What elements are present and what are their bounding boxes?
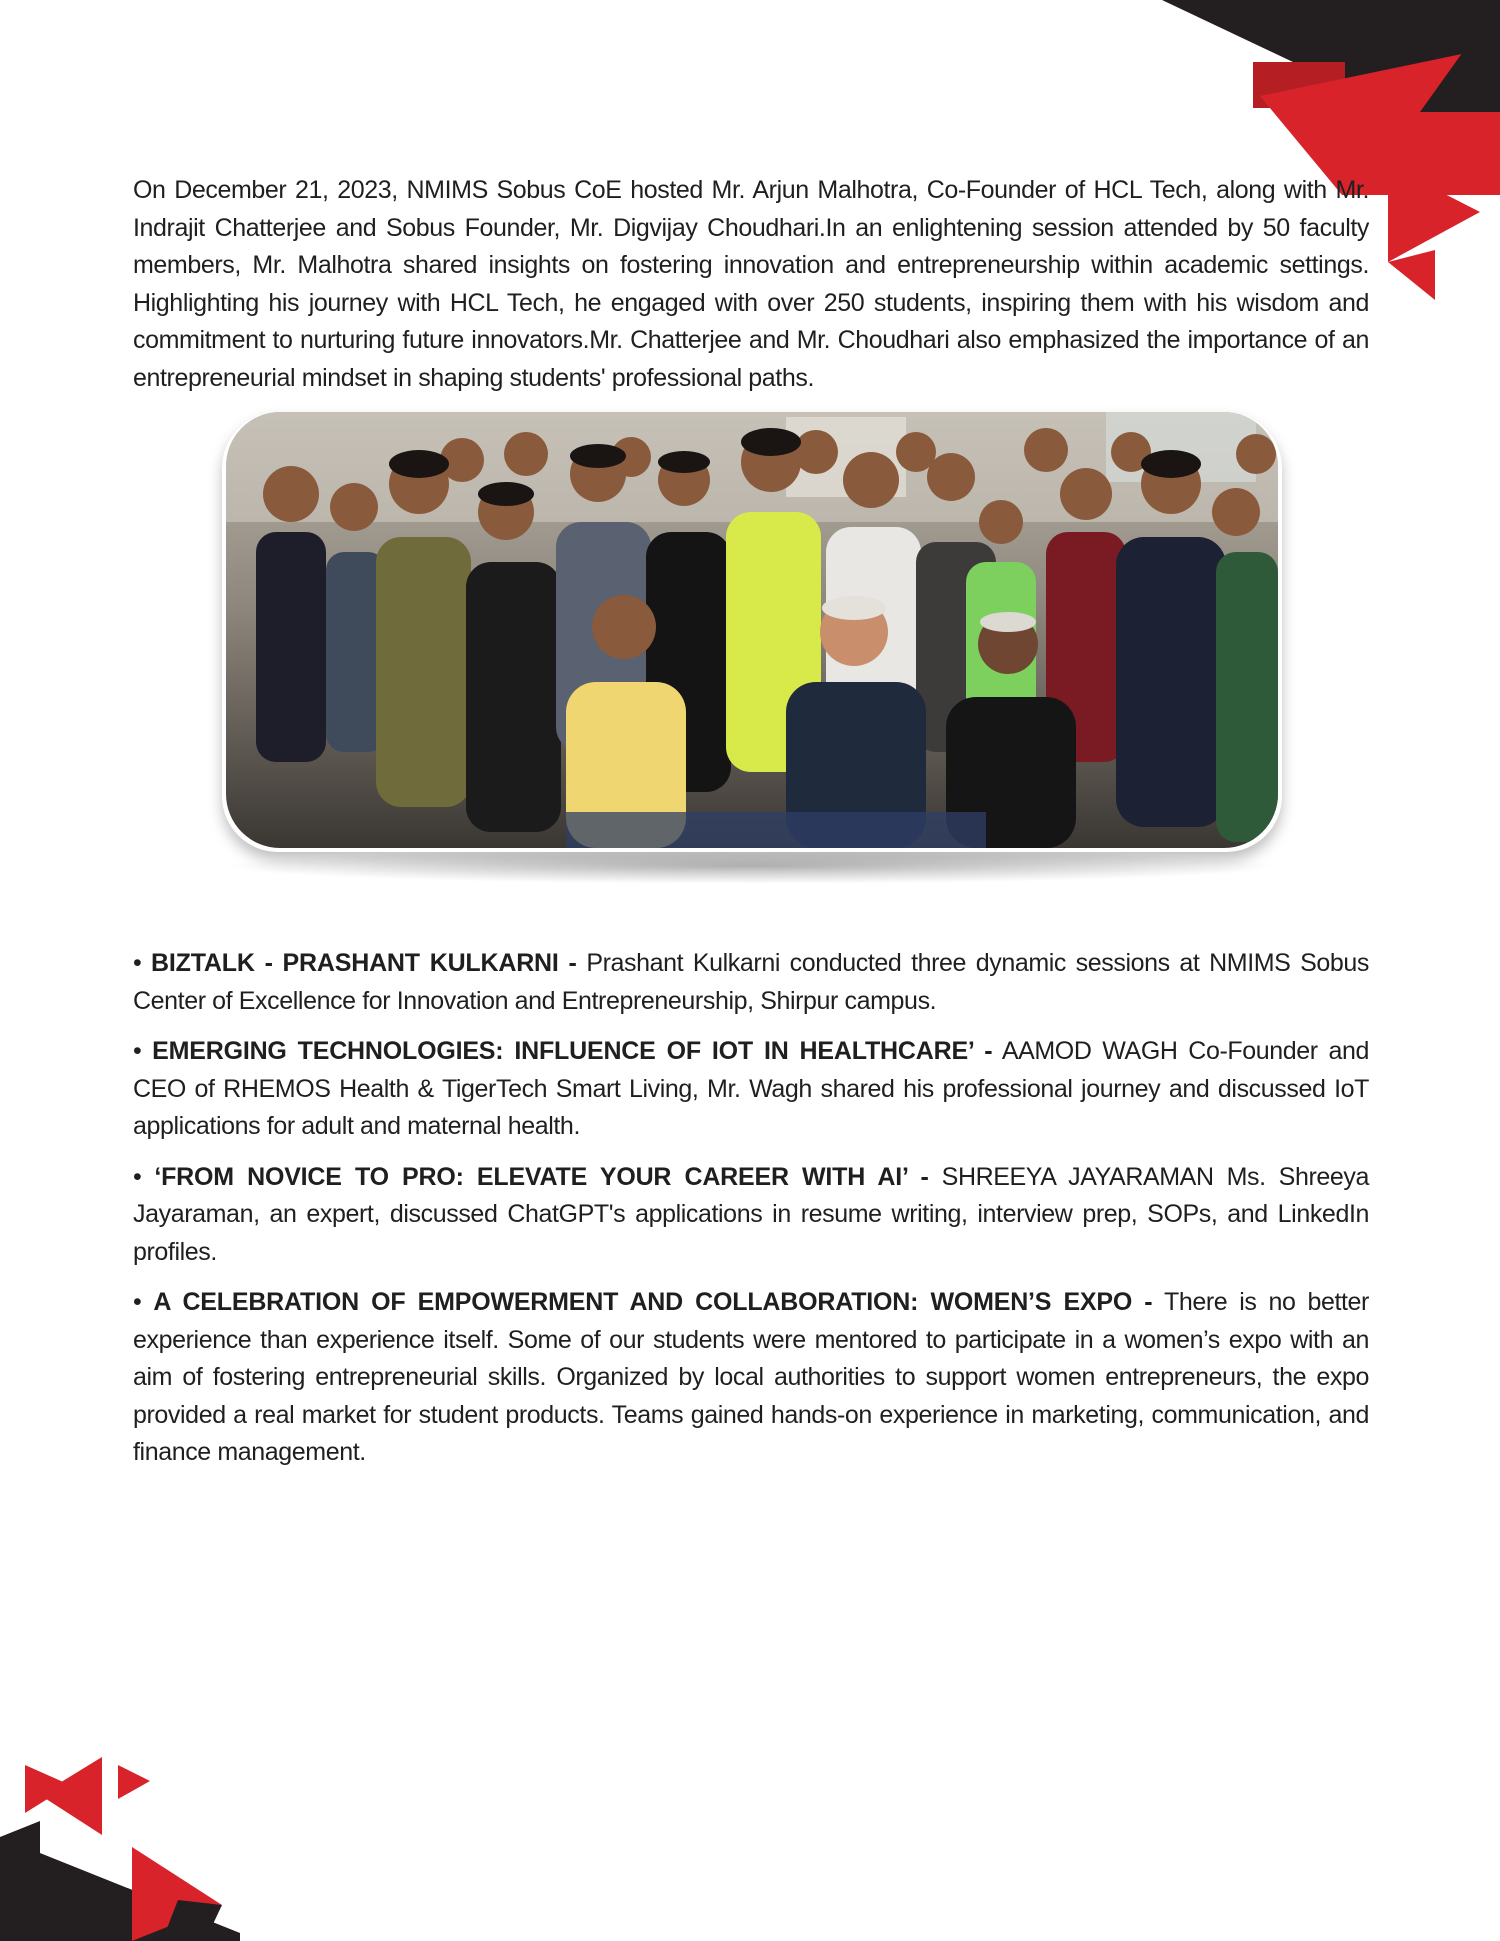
photo-shadow xyxy=(222,848,1282,884)
bullet: • xyxy=(133,1288,142,1316)
event-description: SHREEYA JAYARAMAN Ms. Shreeya Jayaraman, an expert, discussed ChatGPT's applications in resume writing, interview prep, SOPs, and LinkedIn profiles. xyxy=(133,1162,1369,1266)
event-novice-to-pro xyxy=(133,1159,1369,1272)
event-biztalk xyxy=(133,945,1369,1020)
event-description: Prashant Kulkarni conducted three dynamic sessions at NMIMS Sobus Center of Excellence for Innovation and Entrepreneurship, Shirpur campus. xyxy=(133,949,1370,1015)
event-womens-expo xyxy=(133,1284,1369,1472)
intro-paragraph: On December 21, 2023, NMIMS Sobus CoE hosted Mr. Arjun Malhotra, Co-Founder of HCL Tech, along with Mr. Indrajit Chatterjee and Sobus Founder, Mr. Digvijay Choudhari.In an enlightening session attended by 50 faculty members, Mr. Malhotra shared insights on fostering innovation and entrepreneurship within academic settings. Highlighting his journey with HCL Tech, he engaged with over 250 students, inspiring them with his wisdom and commitment to nurturing future innovators.Mr. Chatterjee and Mr. Choudhari also emphasized the importance of an entrepreneurial mindset in shaping students' professional paths. xyxy=(133,176,1369,392)
event-title: ‘FROM NOVICE TO PRO: ELEVATE YOUR CAREER WITH AI’ - xyxy=(154,1162,929,1191)
event-iot-healthcare xyxy=(133,1033,1369,1146)
bullet: • xyxy=(133,1162,142,1191)
corner-decoration-bottom-left xyxy=(0,1735,240,1941)
bullet: • xyxy=(133,949,142,977)
group-photo xyxy=(226,412,1278,848)
group-photo-container xyxy=(222,412,1282,852)
photo-frame xyxy=(222,412,1282,852)
event-description: There is no better experience than experience itself. Some of our students were mentored to participate in a women’s expo with an aim of fostering entrepreneurial skills. Organized by local authorities to support women entrepreneurs, the expo provided a real market for student products. Teams gained hands-on experience in marketing, communication, and finance management. xyxy=(133,1288,1369,1466)
event-title: BIZTALK - PRASHANT KULKARNI - xyxy=(151,949,577,977)
bullet: • xyxy=(133,1037,142,1065)
event-title: A CELEBRATION OF EMPOWERMENT AND COLLABORATION: WOMEN’S EXPO - xyxy=(153,1288,1153,1316)
events-list xyxy=(133,945,1369,1485)
event-title: EMERGING TECHNOLOGIES: INFLUENCE OF IOT IN HEALTHCARE’ - xyxy=(152,1037,993,1065)
event-description: AAMOD WAGH Co-Founder and CEO of RHEMOS Health & TigerTech Smart Living, Mr. Wagh shared his professional journey and discussed IoT applications for adult and maternal health. xyxy=(133,1037,1369,1140)
